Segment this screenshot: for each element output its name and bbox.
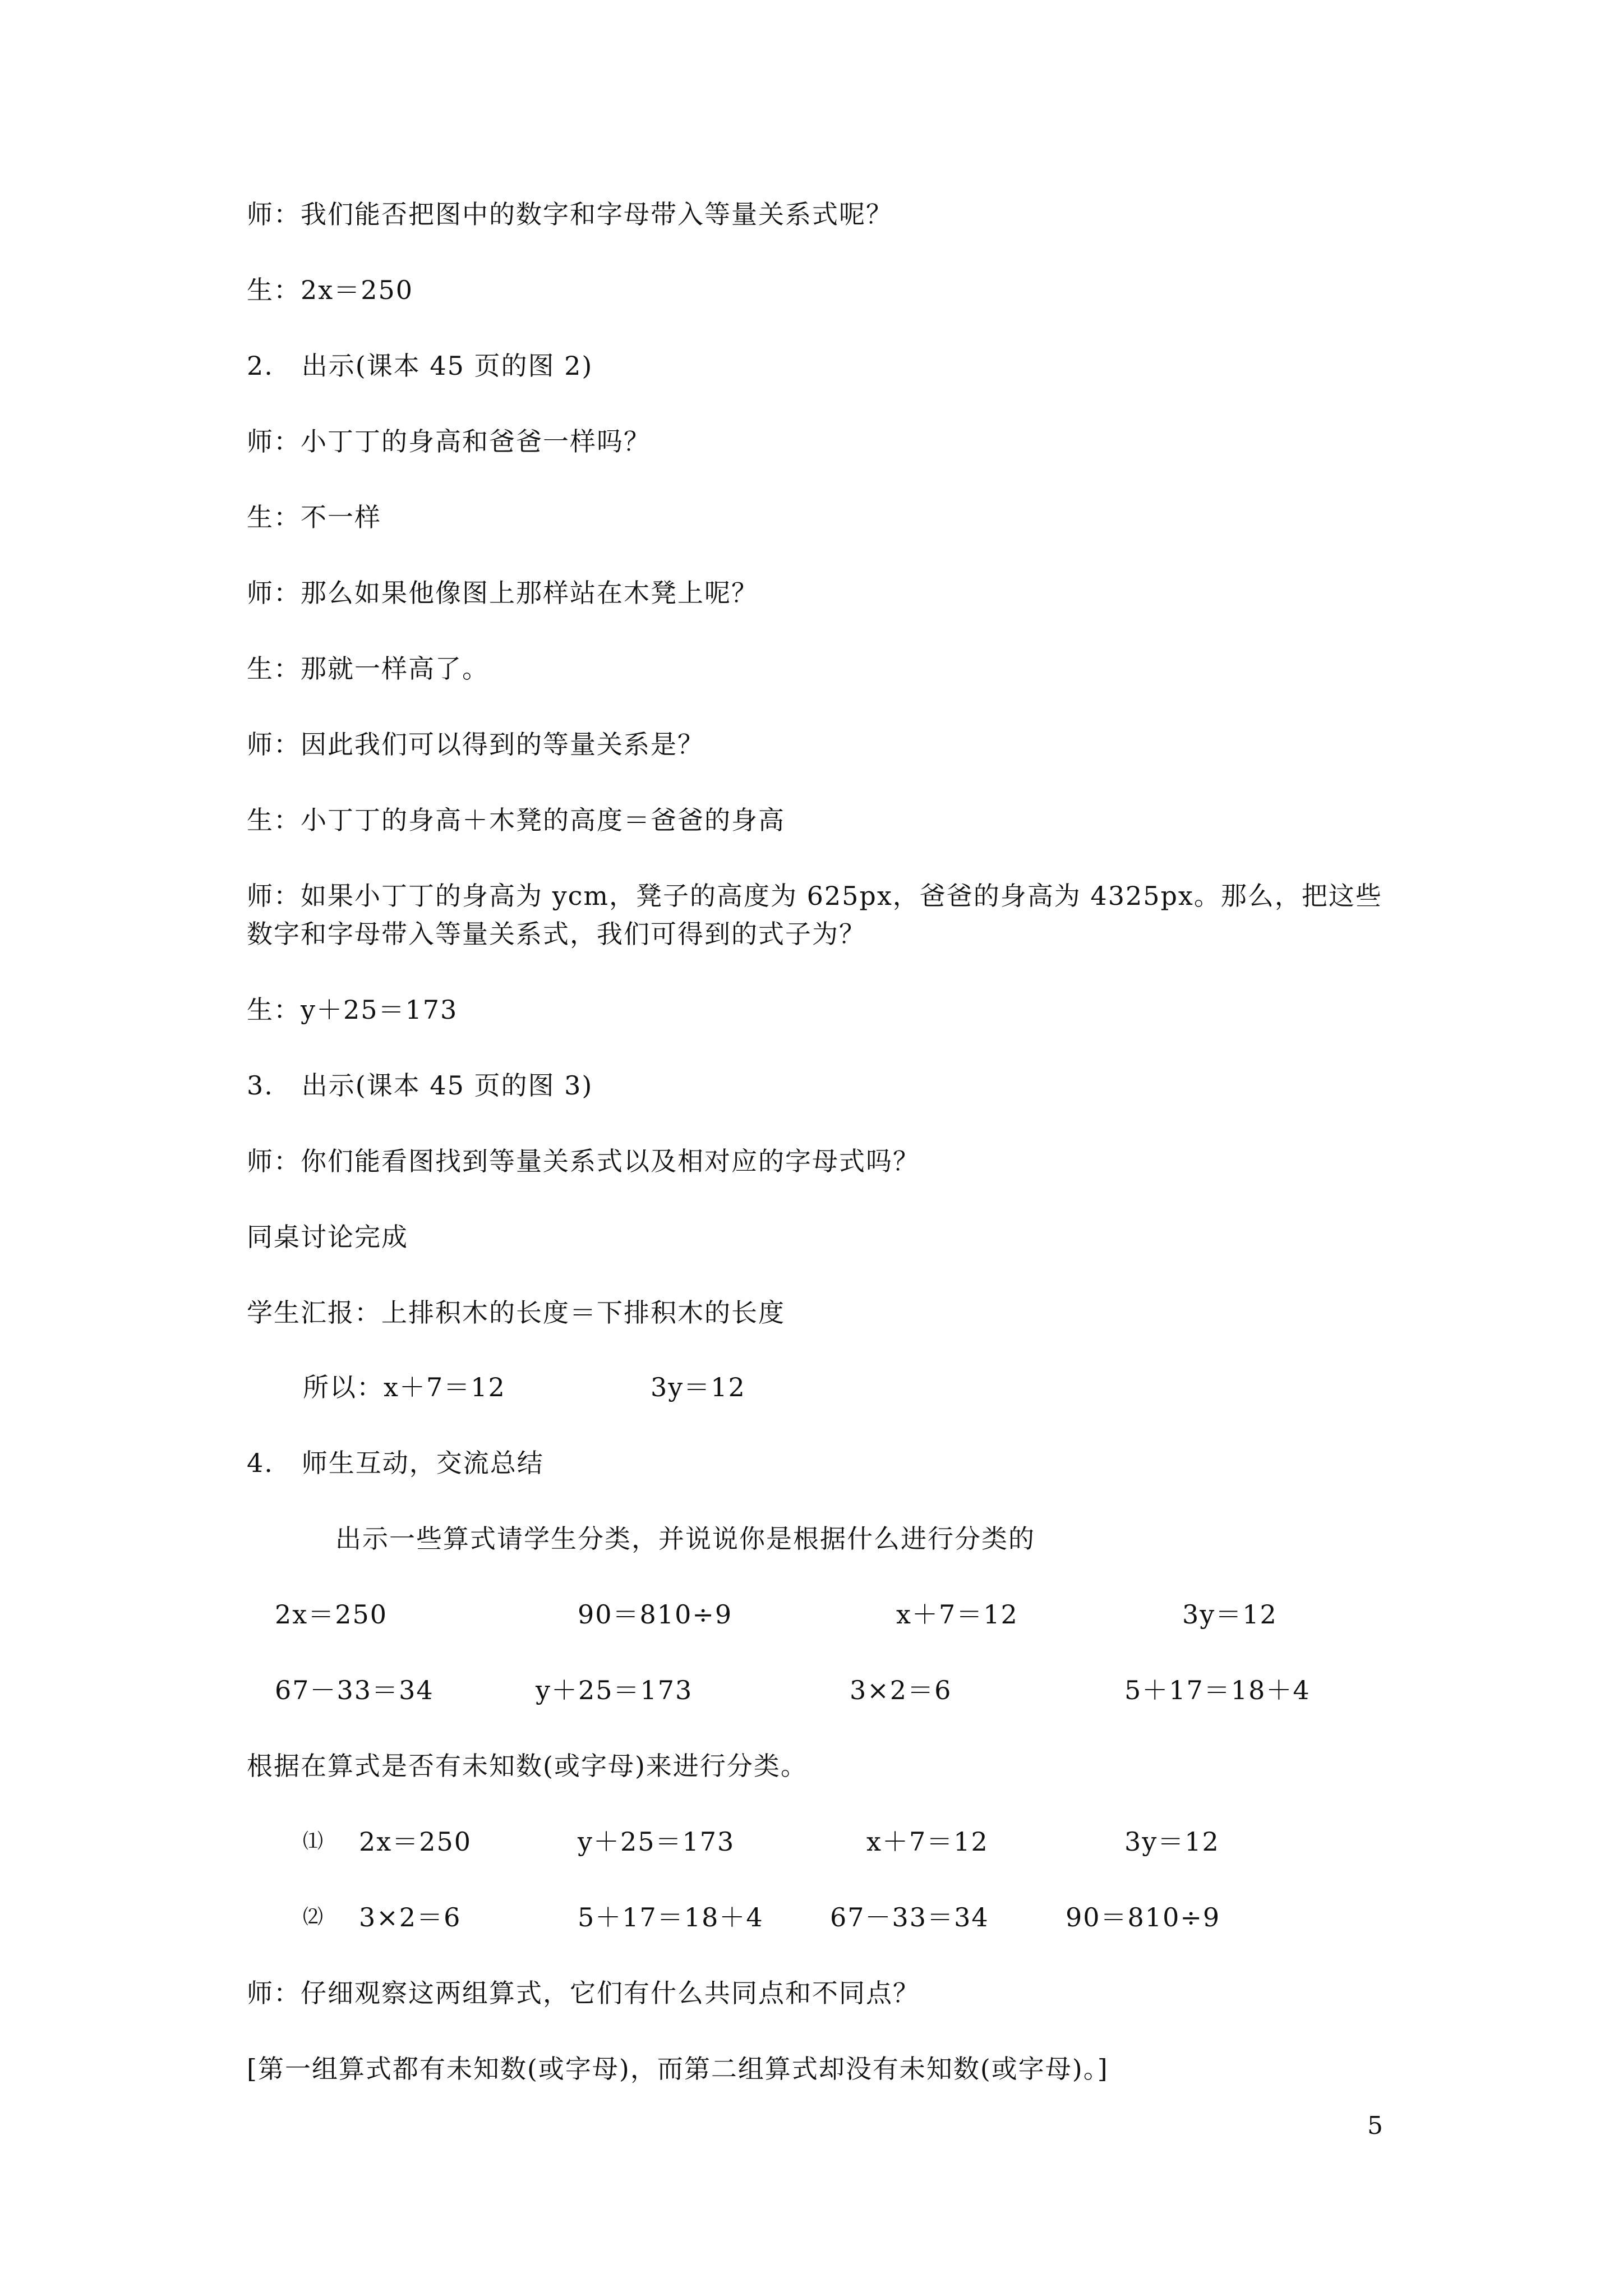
section-2-heading: 2. 出示(课本 45 页的图 2): [247, 351, 593, 381]
group-1-marker: ⑴: [303, 1830, 325, 1853]
student-report: 学生汇报：上排积木的长度＝下排积木的长度: [247, 1297, 785, 1328]
dialogue-student-answer-1: 生：2x＝250: [247, 275, 414, 305]
dialogue-student-answer-4: 生：小丁丁的身高＋木凳的高度＝爸爸的身高: [247, 805, 785, 835]
equation: x＋7＝12: [866, 1826, 989, 1857]
equation: 2x＝250: [275, 1599, 388, 1630]
dialogue-student-answer-2: 生：不一样: [247, 502, 381, 532]
equation: y＋25＝173: [536, 1675, 693, 1705]
section-4-heading: 4. 师生互动，交流总结: [247, 1448, 544, 1478]
equation: 90＝810÷9: [1066, 1902, 1221, 1932]
equation: x＋7＝12: [896, 1599, 1018, 1630]
so-equation-1: 所以：x＋7＝12: [303, 1372, 506, 1402]
dialogue-teacher-question-4: 师：因此我们可以得到的等量关系是？: [247, 729, 704, 760]
equation: 3×2＝6: [850, 1675, 952, 1705]
page-number: 5: [1367, 2111, 1383, 2140]
dialogue-teacher-question-7: 师：仔细观察这两组算式，它们有什么共同点和不同点？: [247, 1978, 920, 2008]
section-3-heading: 3. 出示(课本 45 页的图 3): [247, 1070, 593, 1101]
dialogue-teacher-question-2: 师：小丁丁的身高和爸爸一样吗？: [247, 426, 651, 457]
equation: y＋25＝173: [578, 1826, 735, 1857]
equation: 67－33＝34: [830, 1902, 989, 1932]
equation: 3y＝12: [1182, 1599, 1278, 1630]
dialogue-teacher-question-5-line2: 数字和字母带入等量关系式，我们可得到的式子为？: [247, 919, 866, 949]
dialogue-teacher-question-6: 师：你们能看图找到等量关系式以及相对应的字母式吗？: [247, 1146, 920, 1176]
equation: 67－33＝34: [275, 1675, 434, 1705]
dialogue-teacher-question-5-line1: 师：如果小丁丁的身高为 ycm，凳子的高度为 625px，爸爸的身高为 4325px。那么，把这些: [247, 881, 1382, 911]
dialogue-teacher-question-3: 师：那么如果他像图上那样站在木凳上呢？: [247, 578, 758, 608]
group-2-marker: ⑵: [303, 1906, 325, 1929]
so-equation-2: 3y＝12: [651, 1372, 746, 1402]
equation: 3×2＝6: [359, 1902, 462, 1932]
classification-instruction: 出示一些算式请学生分类，并说说你是根据什么进行分类的: [335, 1524, 1035, 1554]
equation: 2x＝250: [359, 1826, 472, 1857]
classification-basis: 根据在算式是否有未知数(或字母)来进行分类。: [247, 1751, 808, 1781]
equation: 5＋17＝18＋4: [1124, 1675, 1311, 1705]
equation: 5＋17＝18＋4: [578, 1902, 764, 1932]
equation: 3y＝12: [1124, 1826, 1220, 1857]
discussion-note: 同桌讨论完成: [247, 1222, 408, 1252]
bracketed-answer: [第一组算式都有未知数(或字母)，而第二组算式却没有未知数(或字母)。]: [247, 2054, 1109, 2084]
dialogue-student-answer-3: 生：那就一样高了。: [247, 654, 489, 684]
dialogue-teacher-question-1: 师：我们能否把图中的数字和字母带入等量关系式呢？: [247, 199, 893, 229]
equation: 90＝810÷9: [578, 1599, 733, 1630]
dialogue-student-answer-5: 生：y＋25＝173: [247, 995, 458, 1025]
